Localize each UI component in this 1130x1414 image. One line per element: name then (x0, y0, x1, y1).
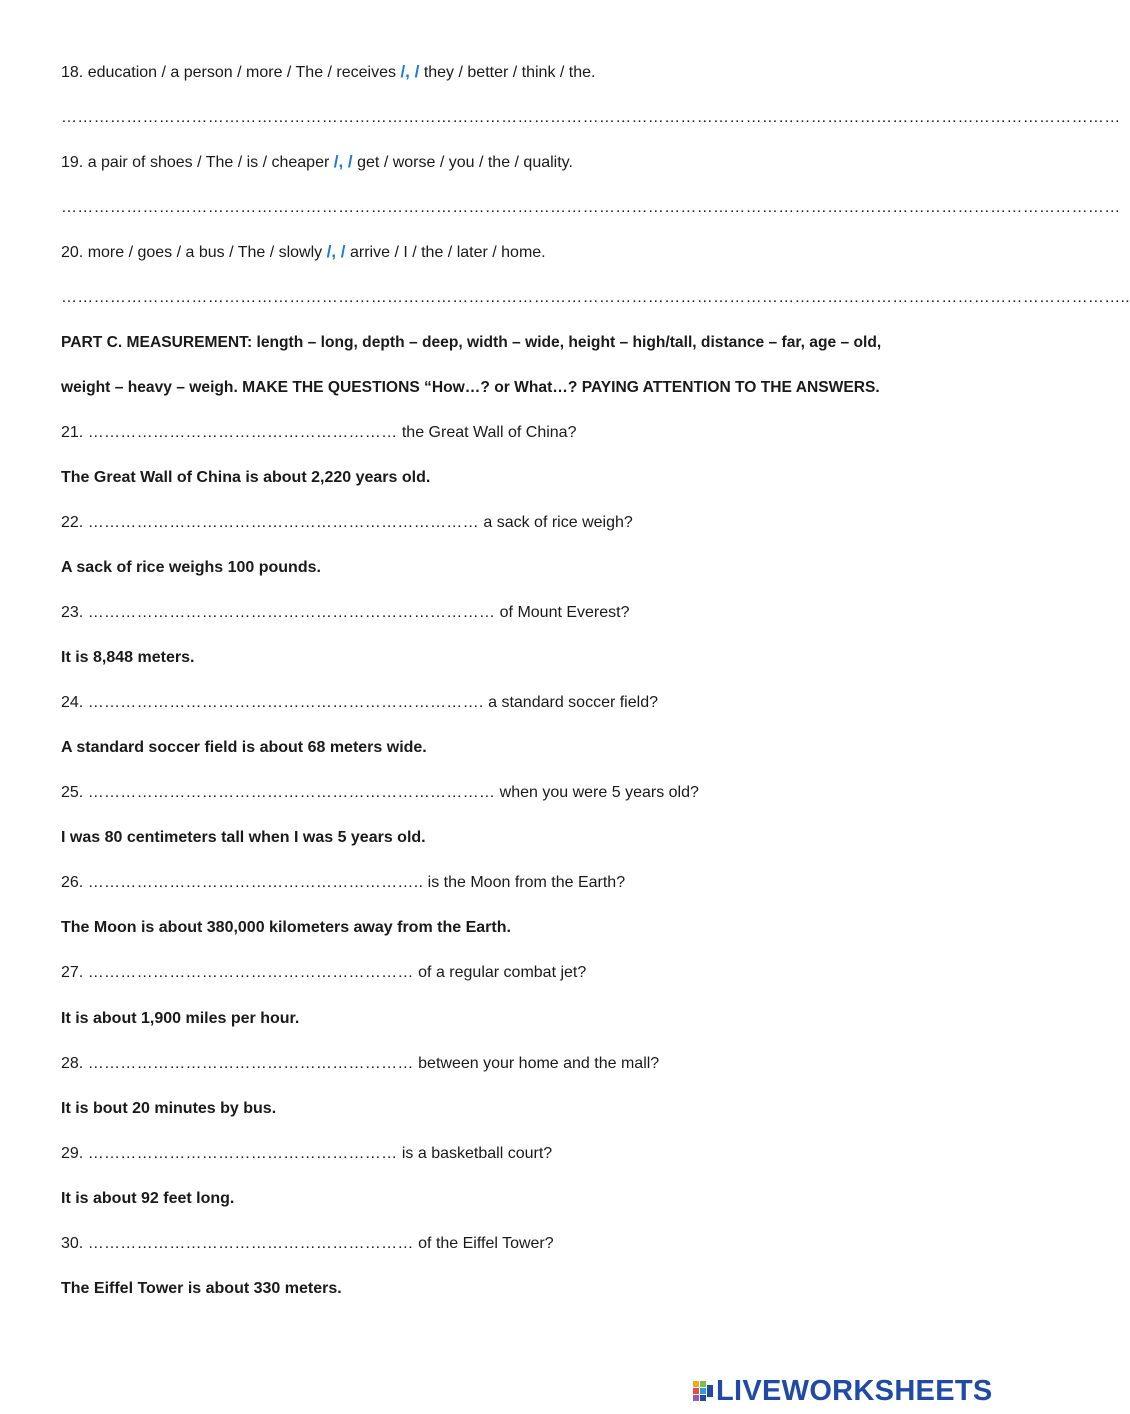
comma-separator: /, / (333, 152, 353, 171)
answer-24: A standard soccer field is about 68 meters wide. (61, 739, 427, 756)
question-number: 22. (61, 514, 84, 531)
question-text: of Mount Everest? (499, 604, 630, 621)
answer-blank[interactable]: ………………………………………………… (87, 424, 398, 441)
answer-25: I was 80 centimeters tall when I was 5 years old. (61, 829, 426, 846)
answer-22: A sack of rice weighs 100 pounds. (61, 559, 321, 576)
question-text: is the Moon from the Earth? (427, 874, 626, 891)
question-18 (61, 62, 595, 83)
answer-23: It is 8,848 meters. (61, 649, 195, 666)
question-number: 21. (61, 424, 84, 441)
part-c-heading-line-2: weight – heavy – weigh. MAKE THE QUESTIONS “How…? or What…? PAYING ATTENTION TO THE ANSWERS. (61, 379, 880, 396)
question-28 (61, 1054, 659, 1074)
question-text: of the Eiffel Tower? (418, 1235, 554, 1252)
answer-29: It is about 92 feet long. (61, 1190, 235, 1207)
answer-21: The Great Wall of China is about 2,220 years old. (61, 469, 431, 486)
question-number: 25. (61, 784, 84, 801)
answer-line-18[interactable]: …………………………………………………………………………………………………………………………………………………………………………… (61, 109, 1121, 126)
liveworksheets-logo-icon (692, 1379, 714, 1403)
answer-27: It is about 1,900 miles per hour. (61, 1010, 300, 1027)
answer-26: The Moon is about 380,000 kilometers away from the Earth. (61, 919, 511, 936)
question-number: 23. (61, 604, 84, 621)
answer-30: The Eiffel Tower is about 330 meters. (61, 1280, 342, 1297)
question-24 (61, 693, 658, 713)
liveworksheets-logo-text: LIVEWORKSHEETS (716, 1375, 993, 1407)
comma-separator: /, / (400, 62, 420, 81)
question-26 (61, 873, 625, 893)
answer-blank[interactable]: ………………………………………………………………… (87, 784, 496, 801)
comma-separator: /, / (326, 242, 346, 261)
answer-blank[interactable]: ………………………………………………… (87, 1145, 398, 1162)
question-number: 27. (61, 964, 84, 981)
question-number: 28. (61, 1055, 84, 1072)
answer-blank[interactable]: ……………………………………………………………… (87, 514, 479, 531)
question-number: 30. (61, 1235, 84, 1252)
question-text: the Great Wall of China? (401, 424, 577, 441)
question-text: between your home and the mall? (418, 1055, 660, 1072)
question-19-words-start: 19. a pair of shoes / The / is / cheaper (61, 154, 330, 171)
answer-line-19[interactable]: …………………………………………………………………………………………………………………………………………………………………………… (61, 199, 1121, 216)
question-text: when you were 5 years old? (499, 784, 699, 801)
question-22 (61, 513, 633, 533)
question-20-words-start: 20. more / goes / a bus / The / slowly (61, 244, 323, 261)
question-text: is a basketball court? (401, 1145, 553, 1162)
answer-28: It is bout 20 minutes by bus. (61, 1100, 277, 1117)
question-number: 29. (61, 1145, 84, 1162)
answer-blank[interactable]: ………………………………………………………………. (87, 694, 484, 711)
question-text: a sack of rice weigh? (483, 514, 633, 531)
question-18-words-start: 18. education / a person / more / The / receives (61, 64, 396, 81)
question-19 (61, 152, 573, 173)
question-30 (61, 1234, 554, 1254)
question-29 (61, 1144, 552, 1164)
question-20-words-end: arrive / I / the / later / home. (349, 244, 546, 261)
part-c-heading-line-1: PART C. MEASUREMENT: length – long, depth – deep, width – wide, height – high/tall, distance – far, age – old, (61, 334, 882, 351)
answer-blank[interactable]: …………………………………………………… (87, 1055, 414, 1072)
question-21 (61, 423, 576, 443)
question-27 (61, 963, 586, 983)
question-number: 24. (61, 694, 84, 711)
question-19-words-end: get / worse / you / the / quality. (357, 154, 573, 171)
question-23 (61, 603, 630, 623)
question-20 (61, 242, 546, 263)
answer-line-20[interactable]: …………………………………………………………………………………………………………………………………………………………………………….. (61, 289, 1130, 306)
answer-blank[interactable]: ………………………………………………………………… (87, 604, 496, 621)
question-18-words-end: they / better / think / the. (423, 64, 596, 81)
answer-blank[interactable]: …………………………………………………….. (87, 874, 424, 891)
question-text: a standard soccer field? (488, 694, 658, 711)
answer-blank[interactable]: …………………………………………………… (87, 1235, 414, 1252)
question-text: of a regular combat jet? (418, 964, 587, 981)
answer-blank[interactable]: …………………………………………………… (87, 964, 414, 981)
question-number: 26. (61, 874, 84, 891)
liveworksheets-logo (692, 1376, 993, 1406)
question-25 (61, 783, 699, 803)
